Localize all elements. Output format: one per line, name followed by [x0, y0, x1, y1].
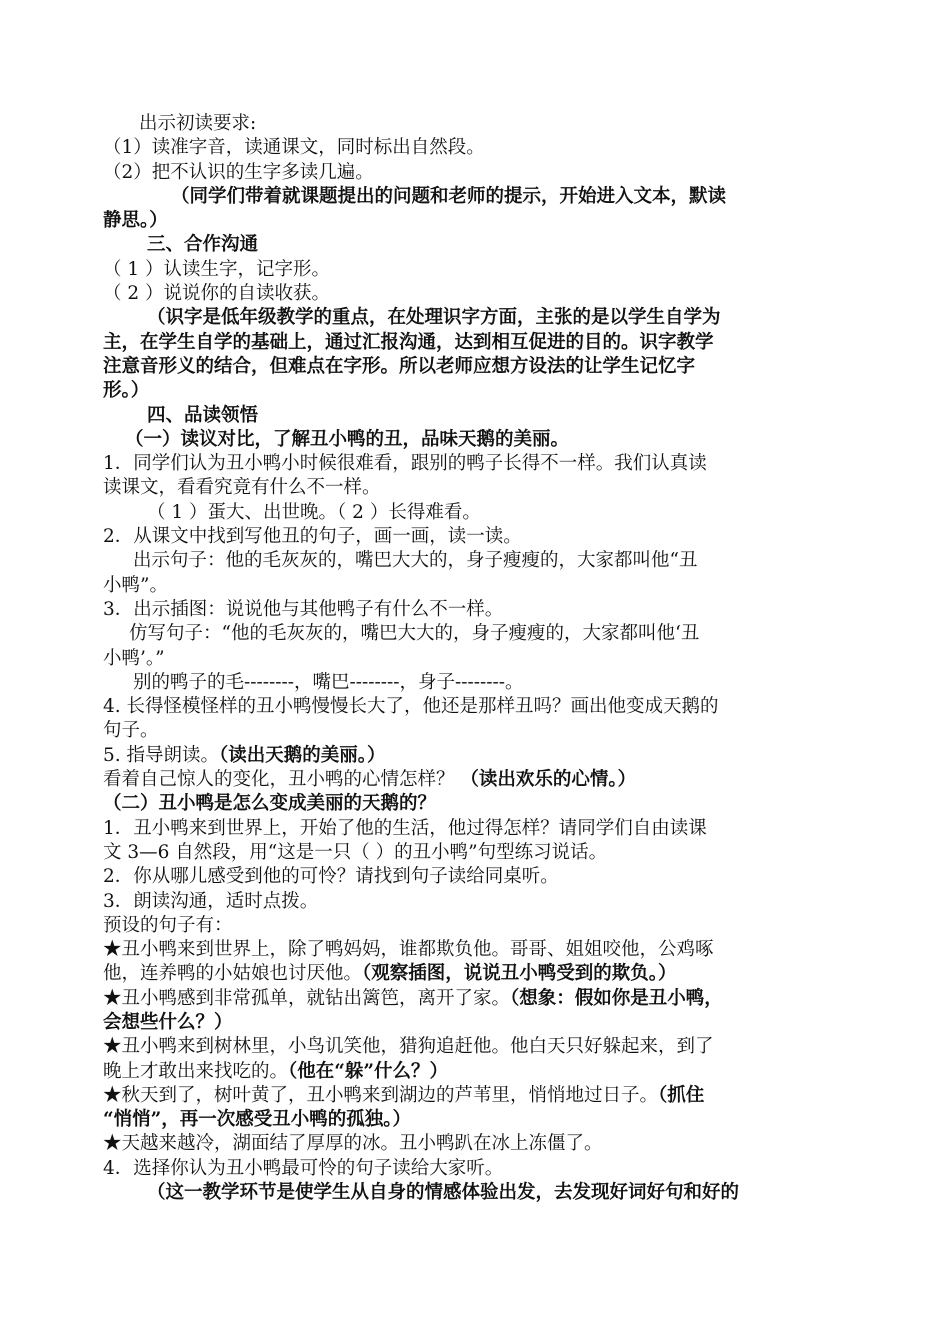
- text-line: 3．出示插图：说说他与其他鸭子有什么不一样。: [103, 598, 504, 620]
- annotation-segment: （抓住: [658, 1084, 705, 1106]
- text-line: （ 2 ）说说你的自读收获。: [103, 283, 331, 305]
- text-line: 出示句子：他的毛灰灰的，嘴巴大大的，身子瘦瘦的，大家都叫他“丑: [133, 550, 698, 572]
- text-line: [103, 987, 848, 1011]
- annotation-line: 会想些什么？）: [103, 1011, 233, 1033]
- annotation-line: “悄悄”，再一次感受丑小鸭的孤独。）: [103, 1109, 412, 1131]
- text-segment: 看着自己惊人的变化，丑小鸭的心情怎样？: [103, 769, 461, 791]
- text-line: 读课文，看看究竟有什么不一样。: [103, 477, 381, 499]
- annotation-segment: （读出欢乐的心情。）: [460, 769, 637, 791]
- annotation-line: 注意音形义的结合，但难点在字形。所以老师应想方设法的让学生记忆字: [103, 355, 696, 377]
- text-line: ★丑小鸭来到世界上，除了鸭妈妈，谁都欺负他。哥哥、姐姐咬他，公鸡啄: [103, 939, 714, 961]
- text-line: 2．你从哪儿感受到他的可怜？请找到句子读给同桌听。: [103, 866, 559, 888]
- annotation-segment: （读出天鹅的美丽。）: [219, 744, 386, 766]
- annotation-line: 主，在学生自学的基础上，通过汇报沟通，达到相互促进的目的。识字教学: [103, 331, 714, 353]
- text-line: 预设的句子有：: [103, 914, 233, 936]
- text-line: （ 1 ）蛋大、出世晚。（ 2 ）长得难看。: [147, 501, 481, 523]
- text-line: [103, 1084, 848, 1108]
- subsection-heading: （一）读议对比，了解丑小鸭的丑，品味天鹅的美丽。: [125, 428, 570, 450]
- annotation-line: （这一教学环节是使学生从自身的情感体验出发，去发现好词好句和好的: [147, 1182, 740, 1204]
- annotation-line: （同学们带着就课题提出的问题和老师的提示，开始进入文本，默读: [171, 185, 727, 207]
- text-line: 2．从课文中找到写他丑的句子，画一画，读一读。: [103, 526, 522, 548]
- text-line: 小鸭’。”: [103, 647, 165, 669]
- text-line: [103, 768, 848, 792]
- annotation-line: 静思。）: [103, 210, 168, 232]
- text-segment: 他，连养鸭的小姑娘也讨厌他。: [103, 963, 363, 985]
- annotation-segment: （他在“躲”什么？）: [288, 1060, 449, 1082]
- annotation-line: 形。）: [103, 380, 150, 402]
- text-line: ★丑小鸭来到树林里，小鸟讥笑他，猎狗追赶他。他白天只好躲起来，到了: [103, 1036, 714, 1058]
- text-line: （ 1 ）认读生字，记字形。: [103, 258, 331, 280]
- text-segment: 晚上才敢出来找吃的。: [103, 1060, 289, 1082]
- annotation-segment: （观察插图，说说丑小鸭受到的欺负。）: [362, 963, 677, 985]
- text-line: 3．朗读沟通，适时点拨。: [103, 890, 319, 912]
- section-heading: 四、品读领悟: [147, 404, 259, 426]
- text-line: 出示初读要求:: [139, 113, 257, 134]
- section-heading: 三、合作沟通: [147, 234, 259, 256]
- text-line: 1．同学们认为丑小鸭小时候很难看，跟别的鸭子长得不一样。我们认真读: [103, 453, 707, 475]
- text-line: 4．选择你认为丑小鸭最可怜的句子读给大家听。: [103, 1157, 504, 1179]
- text-line: 句子。: [103, 720, 159, 742]
- text-line: [103, 744, 848, 768]
- text-line: [103, 962, 848, 986]
- text-line: 仿写句子：“他的毛灰灰的，嘴巴大大的，身子瘦瘦的，大家都叫他‘丑: [129, 623, 700, 645]
- annotation-line: （识字是低年级教学的重点，在处理识字方面，主张的是以学生自学为: [147, 307, 721, 329]
- text-line: （1）读准字音，读通课文，同时标出自然段。: [103, 137, 485, 159]
- text-line: 小鸭”。: [103, 574, 168, 596]
- text-line: 4. 长得怪模怪样的丑小鸭慢慢长大了，他还是那样丑吗？画出他变成天鹅的: [103, 696, 719, 718]
- text-segment: ★秋天到了，树叶黄了，丑小鸭来到湖边的芦苇里，悄悄地过日子。: [103, 1084, 659, 1106]
- text-line: 文 3—6 自然段，用“这是一只（ ）的丑小鸭”句型练习说话。: [103, 841, 608, 863]
- text-line: 1．丑小鸭来到世界上，开始了他的生活，他过得怎样？请同学们自由读课: [103, 817, 707, 839]
- document-page: [103, 112, 848, 1205]
- annotation-segment: （想象：假如你是丑小鸭，: [510, 987, 723, 1009]
- subsection-heading: （二）丑小鸭是怎么变成美丽的天鹅的？: [103, 793, 437, 815]
- text-segment: 5. 指导朗读。: [103, 744, 220, 766]
- text-line: [103, 1060, 848, 1084]
- text-line: （2）把不认识的生字多读几遍。: [103, 161, 374, 183]
- text-line: 别的鸭子的毛--------，嘴巴--------，身子--------。: [133, 671, 524, 693]
- text-segment: ★丑小鸭感到非常孤单，就钻出篱笆，离开了家。: [103, 987, 511, 1009]
- text-line: ★天越来越冷，湖面结了厚厚的冰。丑小鸭趴在冰上冻僵了。: [103, 1133, 603, 1155]
